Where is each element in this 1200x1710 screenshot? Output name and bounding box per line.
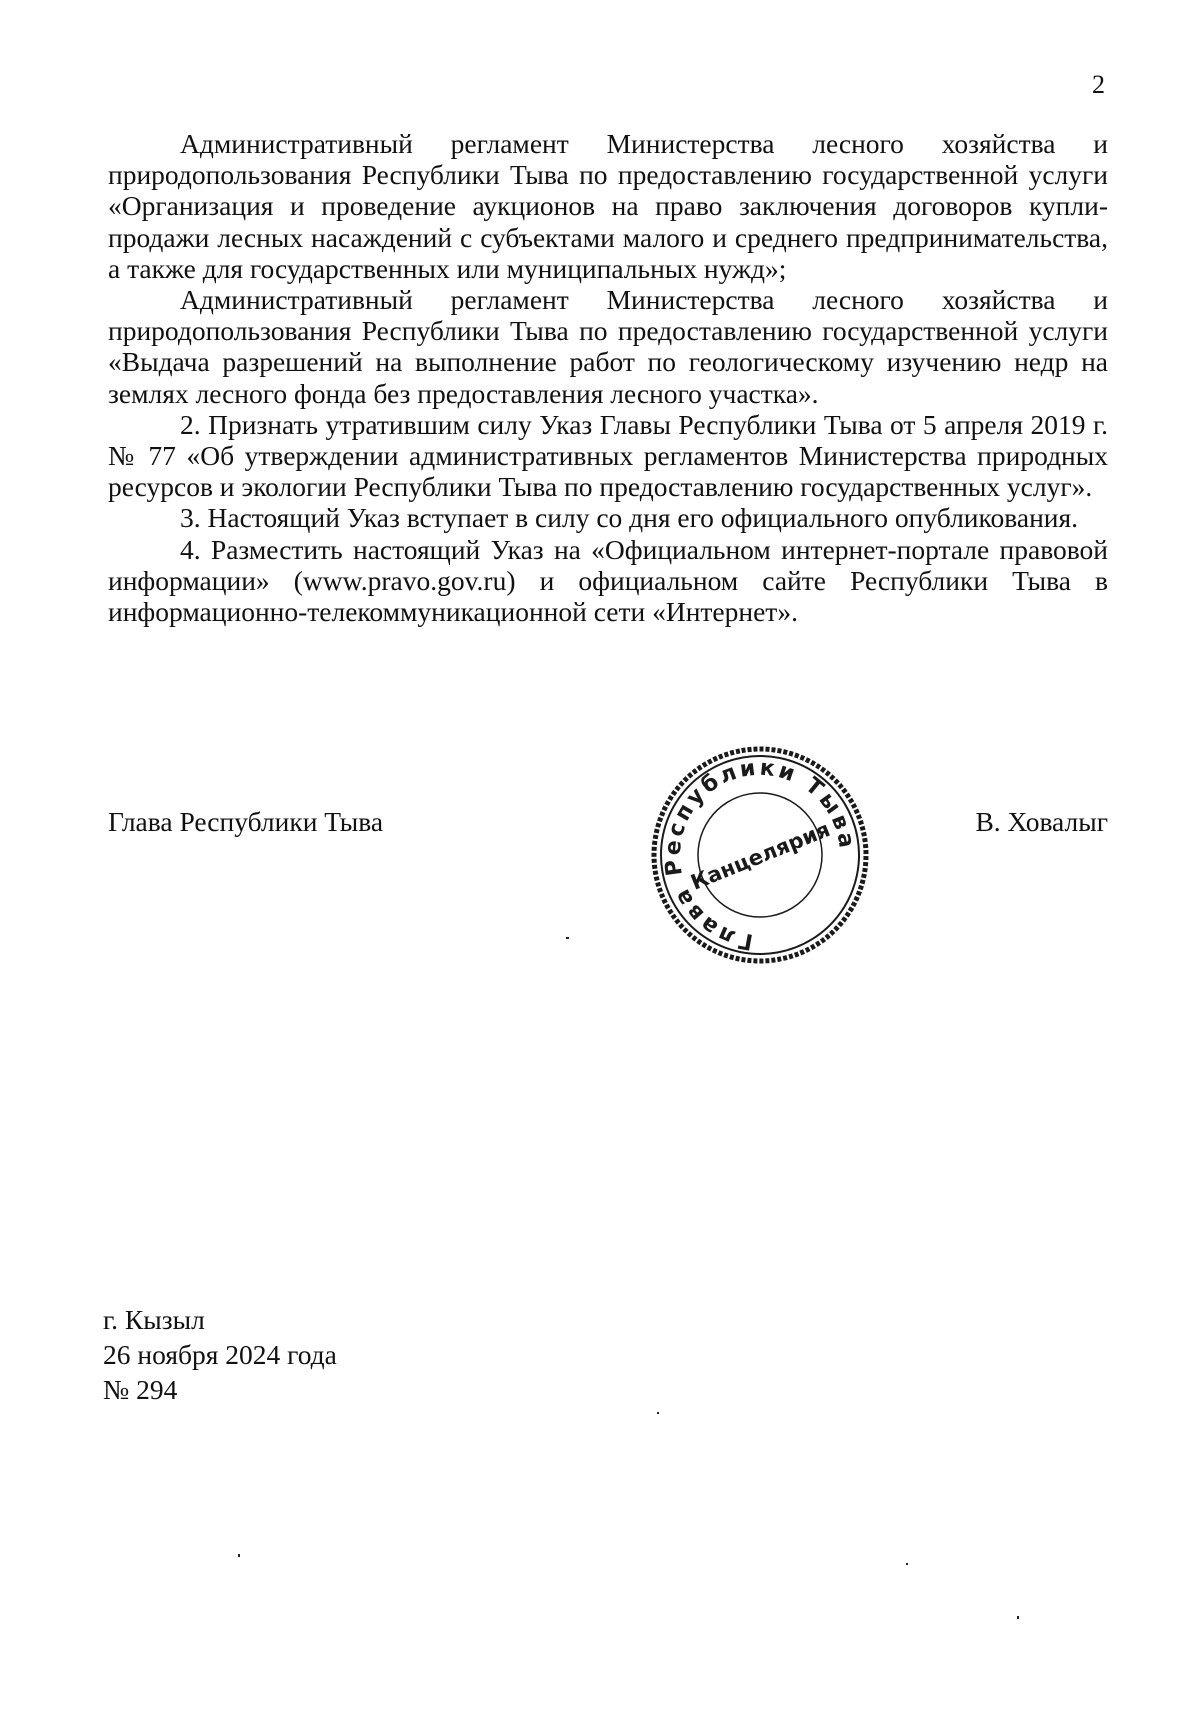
paragraph-regulation-geology: Административный регламент Министерства лесного хозяйства и природопользования Республики Тыва по предоставлению государственной услуги «Выдача разрешений на выполнение работ по геологическому изучению недр на землях лесного фонда без предоставления лесного участка».: [108, 284, 1108, 409]
footer-number: № 294: [103, 1374, 178, 1405]
footer-date: 26 ноября 2024 года: [103, 1339, 337, 1370]
paragraph-item-4: 4. Разместить настоящий Указ на «Официальном интернет-портале правовой информации» (www.pravo.gov.ru) и официальном сайте Республики Тыва в информационно-телекоммуникационной сети «Интернет».: [108, 533, 1108, 628]
signature-block: [108, 805, 1108, 845]
paragraph-item-2: 2. Признать утратившим силу Указ Главы Республики Тыва от 5 апреля 2019 г. № 77 «Об утверждении административных регламентов Министерства природных ресурсов и экологии Республики Тыва по предоставлению государственных услуг».: [108, 408, 1108, 503]
scan-speck: [906, 1563, 908, 1565]
seal-center-text: Канцелярия: [687, 817, 834, 895]
decree-body: [108, 128, 1108, 627]
decree-footer: [103, 1302, 337, 1407]
paragraph-item-3: 3. Настоящий Указ вступает в силу со дня его официального опубликования.: [180, 502, 1079, 534]
paragraph-regulation-auctions: Административный регламент Министерства лесного хозяйства и природопользования Республики Тыва по предоставлению государственной услуги «Организация и проведение аукционов на право заключения договоров купли-продажи лесных насаждений с субъектами малого и среднего предпринимательства, а также для государственных или муниципальных нужд»;: [108, 128, 1108, 284]
scan-speck: [566, 937, 569, 939]
official-seal-stamp: [640, 735, 880, 975]
scan-speck: [1017, 1616, 1019, 1619]
page-number: 2: [1092, 70, 1105, 99]
scan-speck: [238, 1554, 240, 1557]
scan-speck: [657, 1412, 659, 1414]
footer-city: г. Кызыл: [103, 1304, 205, 1335]
signatory-title: Глава Республики Тыва: [108, 806, 384, 837]
seal-ring-text: Глава Республики Тыва: [660, 755, 860, 954]
signatory-name: В. Ховалыг: [975, 806, 1108, 837]
